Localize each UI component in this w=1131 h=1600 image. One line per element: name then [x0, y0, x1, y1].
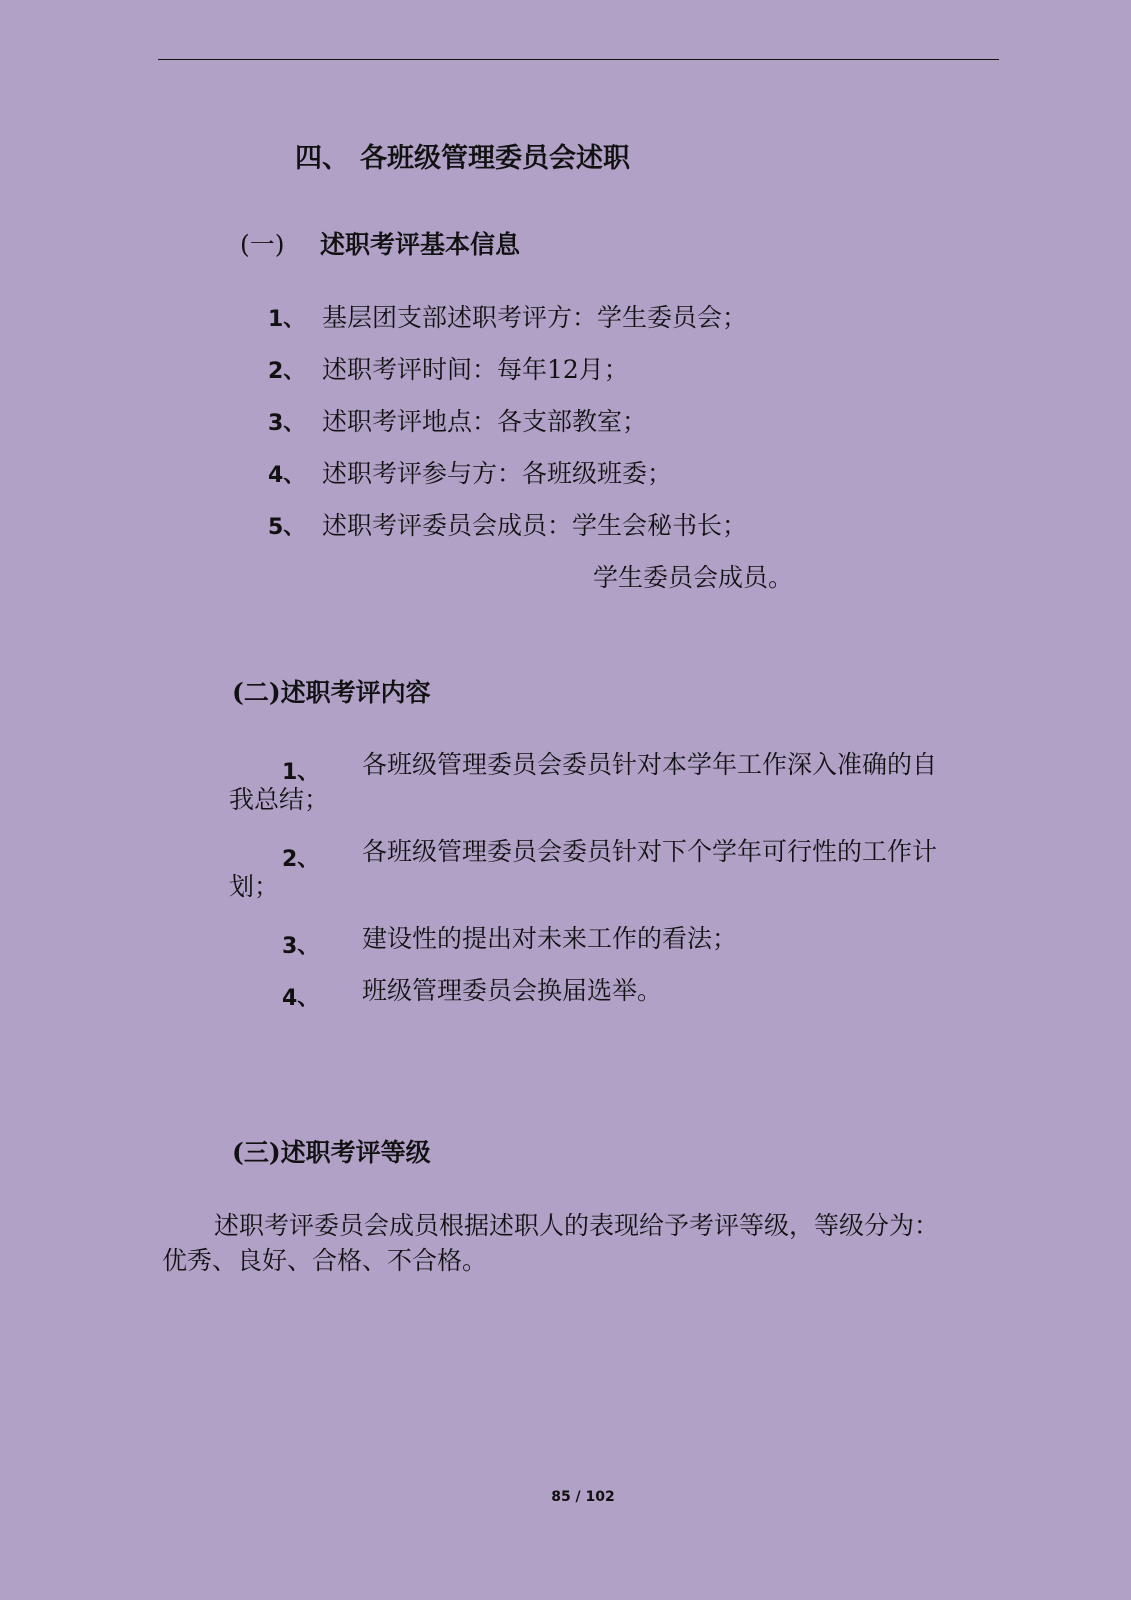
paragraph-line: 优秀、良好、合格、不合格。 — [162, 1246, 488, 1275]
part2-title: (二)述职考评内容 — [232, 678, 431, 707]
list-item-text-wrap: 划； — [229, 872, 280, 901]
part1-title: 述职考评基本信息 — [320, 230, 521, 259]
list-item-number: 4、 — [268, 463, 306, 488]
list-item-number: 3、 — [282, 934, 320, 959]
section-title: 各班级管理委员会述职 — [360, 143, 630, 174]
list-item-text: 述职考评地点：各支部教室； — [322, 407, 648, 436]
list-item-text: 基层团支部述职考评方：学生委员会； — [322, 303, 748, 332]
list-item-text: 班级管理委员会换届选举。 — [362, 976, 663, 1005]
list-item-number: 5、 — [268, 515, 306, 540]
part1-number: (一) — [240, 230, 285, 259]
section-number: 四、 — [295, 143, 349, 174]
header-rule — [158, 59, 999, 60]
page-number: 85 / 102 — [551, 1489, 615, 1505]
part3-title: (三)述职考评等级 — [232, 1138, 431, 1167]
list-item-text-wrap: 我总结； — [229, 785, 330, 814]
list-item-text: 各班级管理委员会委员针对本学年工作深入准确的自 — [362, 750, 938, 779]
paragraph-line: 述职考评委员会成员根据述职人的表现给予考评等级，等级分为： — [214, 1211, 940, 1240]
list-item-number: 4、 — [282, 986, 320, 1011]
list-item-text: 述职考评委员会成员：学生会秘书长； — [322, 511, 748, 540]
list-item-number: 2、 — [268, 359, 306, 384]
list-item-text: 各班级管理委员会委员针对下个学年可行性的工作计 — [362, 837, 938, 866]
list-item-text: 述职考评时间：每年12月； — [322, 355, 629, 384]
list-item-text: 建设性的提出对未来工作的看法； — [362, 924, 738, 953]
list-item-number: 2、 — [282, 847, 320, 872]
list-item-number: 1、 — [268, 307, 306, 332]
list-item-text: 述职考评参与方：各班级班委； — [322, 459, 673, 488]
list-item-number: 3、 — [268, 411, 306, 436]
list-item-number: 1、 — [282, 760, 320, 785]
list-item-continuation: 学生委员会成员。 — [593, 563, 794, 592]
